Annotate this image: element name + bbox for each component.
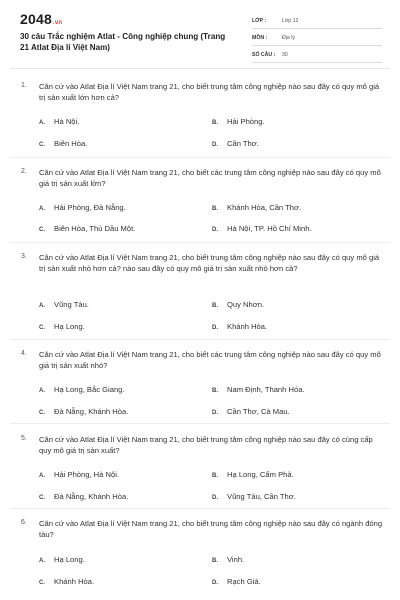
logo-main: 2048 (20, 11, 52, 27)
option-c[interactable] (39, 322, 85, 331)
question-number: 6. (21, 519, 27, 526)
option-text: Đà Nẵng, Khánh Hòa. (54, 407, 129, 416)
option-text: Hạ Long. (54, 322, 85, 331)
option-text: Hạ Long, Bắc Giang. (54, 385, 125, 394)
option-letter: A. (39, 388, 45, 394)
meta-row-count (252, 48, 382, 63)
option-d[interactable] (212, 577, 261, 586)
page-header (0, 0, 400, 66)
option-text: Hải Phòng, Hà Nội. (54, 470, 120, 479)
option-text: Cần Thơ. (227, 139, 259, 148)
option-a[interactable] (39, 117, 79, 126)
option-letter: C. (39, 142, 45, 148)
option-letter: A. (39, 206, 45, 212)
option-d[interactable] (212, 322, 267, 331)
question-divider (10, 508, 390, 509)
option-a[interactable] (39, 555, 85, 564)
option-text: Hà Nội, TP. Hồ Chí Minh. (227, 224, 312, 233)
question-divider (10, 423, 390, 424)
option-letter: B. (212, 388, 218, 394)
question-number: 1. (21, 82, 27, 89)
option-d[interactable] (212, 407, 290, 416)
option-c[interactable] (39, 224, 135, 233)
option-letter: A. (39, 303, 45, 309)
option-letter: D. (212, 580, 218, 586)
option-text: Khánh Hòa. (227, 322, 268, 331)
option-d[interactable] (212, 492, 296, 501)
question-number: 5. (21, 435, 27, 442)
question-text: Căn cứ vào Atlat Địa lí Việt Nam trang 21, cho biết trung tâm công nghiệp nào sau đây có quy mô giá trị sản xuất nhỏ hơn cả? nào sau đây có quy mô giá trị sản xuất nhỏ hơn cả? (39, 253, 380, 273)
option-letter: C. (39, 580, 45, 586)
quiz-meta (252, 14, 382, 65)
option-b[interactable] (212, 470, 294, 479)
option-a[interactable] (39, 300, 89, 309)
quiz-title: 30 câu Trắc nghiệm Atlat - Công nghiệp chung (Trang 21 Atlat Địa lí Việt Nam) (20, 32, 226, 52)
option-b[interactable] (212, 300, 264, 309)
option-text: Biên Hòa, Thủ Dầu Một. (54, 224, 136, 233)
option-text: Vinh. (227, 555, 245, 564)
option-text: Vũng Tàu. (54, 300, 89, 309)
option-c[interactable] (39, 492, 128, 501)
question-text: Căn cứ vào Atlat Địa lí Việt Nam trang 21, cho biết trung tâm công nghiệp nào sau đây có ngành đóng tàu? (39, 519, 383, 539)
option-text: Rạch Giá. (227, 577, 261, 586)
option-a[interactable] (39, 203, 126, 212)
question-text: Căn cứ vào Atlat Địa lí Việt Nam trang 21, cho biết trung tâm công nghiệp nào sau đây có cùng cấp quy mô giá trị sản xuất? (39, 435, 373, 455)
option-text: Hải Phòng. (227, 117, 265, 126)
option-letter: D. (212, 142, 218, 148)
option-letter: A. (39, 120, 45, 126)
option-text: Khánh Hòa, Cần Thơ. (227, 203, 302, 212)
header-divider (10, 68, 390, 69)
option-d[interactable] (212, 139, 259, 148)
option-letter: A. (39, 473, 45, 479)
question-text: Căn cứ vào Atlat Địa lí Việt Nam trang 21, cho biết các trung tâm công nghiệp nào sau đây có quy mô giá trị sản xuất lớn? (39, 168, 381, 188)
option-letter: B. (212, 206, 218, 212)
option-b[interactable] (212, 555, 244, 564)
meta-row-subject (252, 31, 382, 46)
option-letter: C. (39, 410, 45, 416)
option-c[interactable] (39, 577, 94, 586)
meta-value: Địa lý (282, 35, 295, 41)
site-logo[interactable] (20, 11, 62, 27)
meta-value: Lớp 12 (282, 18, 299, 24)
question-number: 3. (21, 253, 27, 260)
option-letter: B. (212, 120, 218, 126)
option-text: Khánh Hòa. (54, 577, 95, 586)
option-letter: D. (212, 227, 218, 233)
option-text: Cần Thơ, Cà Mau. (227, 407, 290, 416)
option-text: Quy Nhơn. (227, 300, 265, 309)
option-letter: D. (212, 325, 218, 331)
logo-suffix: .vn (52, 20, 63, 26)
option-letter: C. (39, 495, 45, 501)
question-divider (10, 339, 390, 340)
option-text: Hải Phòng, Đà Nẵng. (54, 203, 126, 212)
option-letter: C. (39, 227, 45, 233)
option-letter: B. (212, 303, 218, 309)
meta-label: MÔN : (252, 35, 268, 41)
option-letter: D. (212, 410, 218, 416)
question-text: Căn cứ vào Atlat Địa lí Việt Nam trang 21, cho biết trung tâm công nghiệp nào sau đây có quy mô giá trị sản xuất lớn hơn cả? (39, 82, 380, 102)
option-text: Đà Nẵng, Khánh Hòa. (54, 492, 129, 501)
option-c[interactable] (39, 407, 128, 416)
question-number: 2. (21, 168, 27, 175)
option-text: Nam Định, Thanh Hóa. (227, 385, 305, 394)
question-number: 4. (21, 350, 27, 357)
option-text: Biên Hòa. (54, 139, 88, 148)
option-letter: B. (212, 473, 218, 479)
option-text: Hạ Long, Cẩm Phả. (227, 470, 294, 479)
option-b[interactable] (212, 117, 265, 126)
option-text: Hà Nội. (54, 117, 80, 126)
meta-value: 30 (282, 52, 288, 58)
option-text: Vũng Tàu, Cần Thơ. (227, 492, 296, 501)
option-text: Hạ Long. (54, 555, 85, 564)
option-b[interactable] (212, 385, 305, 394)
option-c[interactable] (39, 139, 87, 148)
option-letter: B. (212, 558, 218, 564)
option-a[interactable] (39, 385, 125, 394)
question-divider (10, 157, 390, 158)
option-letter: A. (39, 558, 45, 564)
option-d[interactable] (212, 224, 312, 233)
question-text: Căn cứ vào Atlat Địa lí Việt Nam trang 21, cho biết các trung tâm công nghiệp nào sau đây có quy mô giá trị sản xuất nhỏ? (39, 350, 381, 370)
meta-label: SỐ CÂU : (252, 52, 276, 58)
question-divider (10, 242, 390, 243)
option-a[interactable] (39, 470, 119, 479)
option-b[interactable] (212, 203, 301, 212)
meta-row-class (252, 14, 382, 29)
option-letter: D. (212, 495, 218, 501)
meta-label: LỚP : (252, 18, 267, 24)
option-letter: C. (39, 325, 45, 331)
